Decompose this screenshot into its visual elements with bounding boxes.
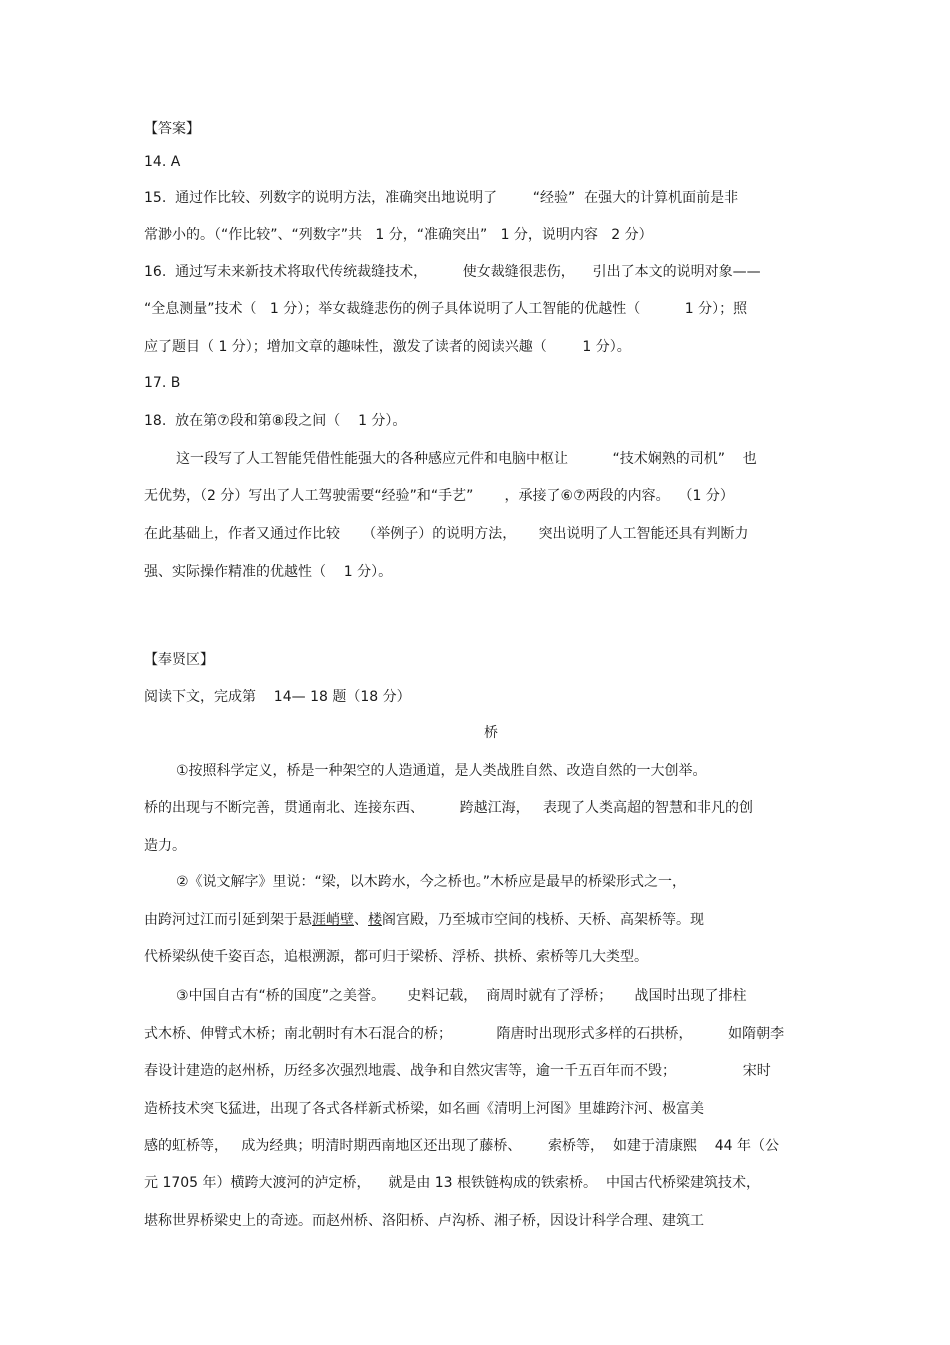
- paragraph-1-line3: 造力。: [144, 838, 186, 854]
- paragraph-3-line3: 春设计建造的赵州桥，历经多次强烈地震、战争和自然灾害等，逾一千五百年而不毁； 宋时: [144, 1063, 771, 1079]
- paragraph-2-line1: ②《说文解字》里说：“梁，以木跨水，今之桥也。”木桥应是最早的桥梁形式之一，: [176, 874, 687, 890]
- answer-18-line4: 在此基础上，作者又通过作比较 （举例子）的说明方法， 突出说明了人工智能还具有判断力: [144, 526, 749, 542]
- reading-instruction: 阅读下文，完成第 14— 18 题（18 分）: [144, 689, 411, 705]
- paragraph-1-line1: ①按照科学定义，桥是一种架空的人造通道，是人类战胜自然、改造自然的一大创举。: [176, 763, 707, 779]
- answer-heading: 【答案】: [144, 121, 200, 137]
- paragraph-2-text-a: 由跨河过江而引延到架于悬: [144, 912, 312, 928]
- answer-16-line2: “全息测量”技术（ 1 分）；举女裁缝悲伤的例子具体说明了人工智能的优越性（ 1 分）；照: [144, 301, 748, 317]
- paragraph-3-line4: 造桥技术突飞猛进，出现了各式各样新式桥梁，如名画《清明上河图》里雄跨汴河、极富美: [144, 1101, 704, 1117]
- article-title: 桥: [484, 725, 498, 741]
- answer-15-line1: 15. 通过作比较、列数字的说明方法，准确突出地说明了 “经验” 在强大的计算机面前是非: [144, 190, 739, 206]
- paragraph-2-line2: [144, 910, 704, 930]
- paragraph-3-line2: 式木桥、伸臂式木桥；南北朝时有木石混合的桥； 隋唐时出现形式多样的石拱桥， 如隋朝李: [144, 1026, 785, 1042]
- answer-16-line1: 16. 通过写未来新技术将取代传统裁缝技术， 使女裁缝很悲伤， 引出了本文的说明对象——: [144, 264, 761, 280]
- paragraph-3-line1: ③中国自古有“桥的国度”之美誉。 史料记载， 商周时就有了浮桥； 战国时出现了排柱: [176, 988, 747, 1004]
- paragraph-3-line6: 元 1705 年）横跨大渡河的泸定桥， 就是由 13 根铁链构成的铁索桥。 中国古代桥梁建筑技术，: [144, 1175, 760, 1191]
- fengxian-heading: 【奉贤区】: [144, 652, 214, 668]
- answer-18-line3: 无优势，（2 分）写出了人工驾驶需要“经验”和“手艺” ，承接了⑥⑦两段的内容。 （1 分）: [144, 488, 734, 504]
- answer-18-line1: 18. 放在第⑦段和第⑧段之间（ 1 分）。: [144, 413, 407, 429]
- answer-16-line3: 应了题目（ 1 分）；增加文章的趣味性，激发了读者的阅读兴趣（ 1 分）。: [144, 339, 631, 355]
- paragraph-3-line7: 堪称世界桥梁史上的奇迹。而赵州桥、洛阳桥、卢沟桥、湘子桥，因设计科学合理、建筑工: [144, 1213, 704, 1229]
- answer-15-line2: 常渺小的。（“作比较”、“列数字”共 1 分，“准确突出” 1 分，说明内容 2 分）: [144, 227, 653, 243]
- paragraph-2-text-b: 、: [354, 912, 368, 928]
- paragraph-1-line2: 桥的出现与不断完善，贯通南北、连接东西、 跨越江海， 表现了人类高超的智慧和非凡的创: [144, 800, 753, 816]
- underlined-word-lou: 楼: [368, 912, 382, 928]
- underlined-word-yaqiao: 涯峭壁: [312, 912, 354, 928]
- answer-17: 17. B: [144, 375, 181, 391]
- answer-14: 14. A: [144, 154, 181, 170]
- answer-18-line2: 这一段写了人工智能凭借性能强大的各种感应元件和电脑中枢让 “技术娴熟的司机” 也: [176, 451, 757, 467]
- paragraph-3-line5: 感的虹桥等， 成为经典；明清时期西南地区还出现了藤桥、 索桥等， 如建于清康熙 44 年（公: [144, 1138, 780, 1154]
- paragraph-2-line3: 代桥梁纵使千姿百态，追根溯源，都可归于梁桥、浮桥、拱桥、索桥等几大类型。: [144, 949, 648, 965]
- paragraph-2-text-c: 阁宫殿，乃至城市空间的栈桥、天桥、高架桥等。现: [382, 912, 704, 928]
- answer-18-line5: 强、实际操作精准的优越性（ 1 分）。: [144, 564, 393, 580]
